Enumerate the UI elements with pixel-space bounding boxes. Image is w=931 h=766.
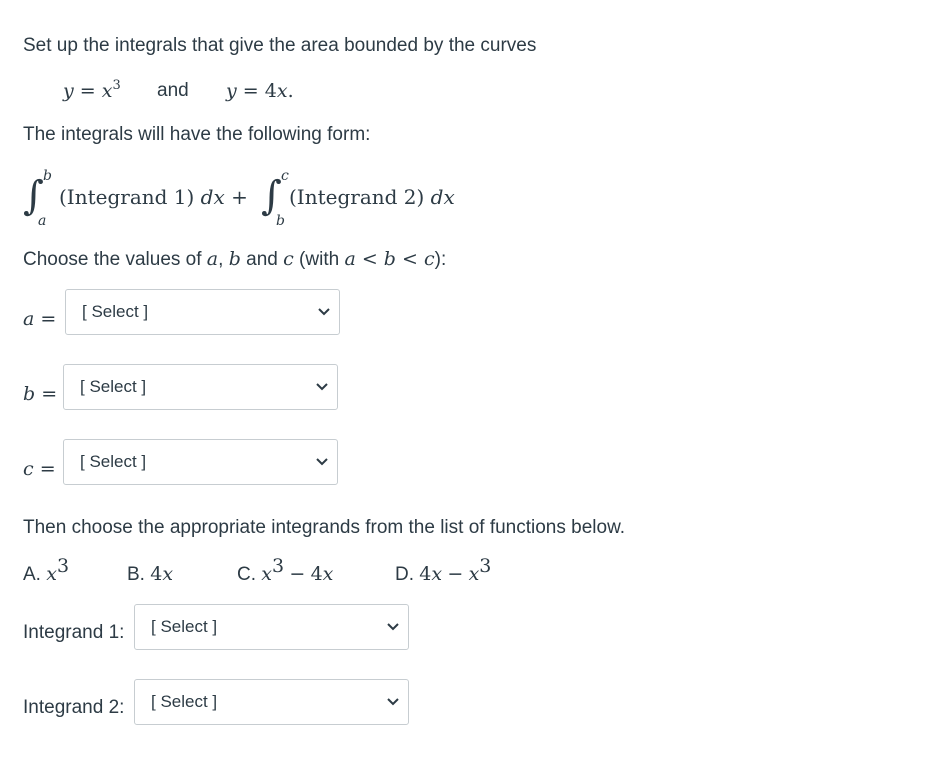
integrand-2-label: Integrand 2: <box>23 697 125 718</box>
then-text: Then choose the appropriate integrands from the list of functions below. <box>23 517 626 538</box>
c-select-value: [ Select ] <box>80 452 147 471</box>
chevron-down-icon <box>315 379 329 393</box>
chevron-down-icon <box>386 694 400 708</box>
option-c: C. $x^3 - 4x$ <box>237 554 334 585</box>
upper-limit-1: b <box>43 168 52 184</box>
a-select[interactable] <box>65 289 340 335</box>
b-label: b = <box>23 383 58 405</box>
integral-formula <box>23 168 483 238</box>
b-select[interactable] <box>63 364 338 410</box>
integrand-2-select[interactable] <box>134 679 409 725</box>
option-a: A. $x^3$ <box>23 554 70 585</box>
form-text: The integrals will have the following form: <box>23 124 371 145</box>
lower-limit-1: a <box>38 213 47 229</box>
option-d: D. $4x - x^3$ <box>395 554 492 585</box>
b-select-value: [ Select ] <box>80 377 147 396</box>
integrand-2-select-value: [ Select ] <box>151 692 218 711</box>
upper-limit-2: c <box>281 168 289 184</box>
c-select[interactable] <box>63 439 338 485</box>
choose-values-text: Choose the values of a, b and c (with a < b < c): <box>23 248 447 270</box>
chevron-down-icon <box>315 454 329 468</box>
integral-sign-1: ∫ <box>23 173 44 219</box>
lower-limit-2: b <box>276 213 285 229</box>
option-b: B. 4x <box>127 563 174 585</box>
integrand-1-label: Integrand 1: <box>23 622 125 643</box>
c-label: c = <box>23 458 56 480</box>
a-label: a = <box>23 308 57 330</box>
integrand-1-expression: (Integrand 1) dx + <box>59 185 248 209</box>
and-word: and <box>157 80 189 101</box>
a-select-value: [ Select ] <box>82 302 149 321</box>
integrand-2-expression: (Integrand 2) dx <box>289 185 455 209</box>
curve-1-equation: $y = x^3$ <box>63 77 121 102</box>
integrand-1-select-value: [ Select ] <box>151 617 218 636</box>
integral-sign-2: ∫ <box>261 173 282 219</box>
integrand-1-select[interactable] <box>134 604 409 650</box>
chevron-down-icon <box>386 619 400 633</box>
chevron-down-icon <box>317 304 331 318</box>
question-intro: Set up the integrals that give the area bounded by the curves <box>23 35 537 56</box>
curve-2-equation: y = 4x. <box>226 80 294 102</box>
